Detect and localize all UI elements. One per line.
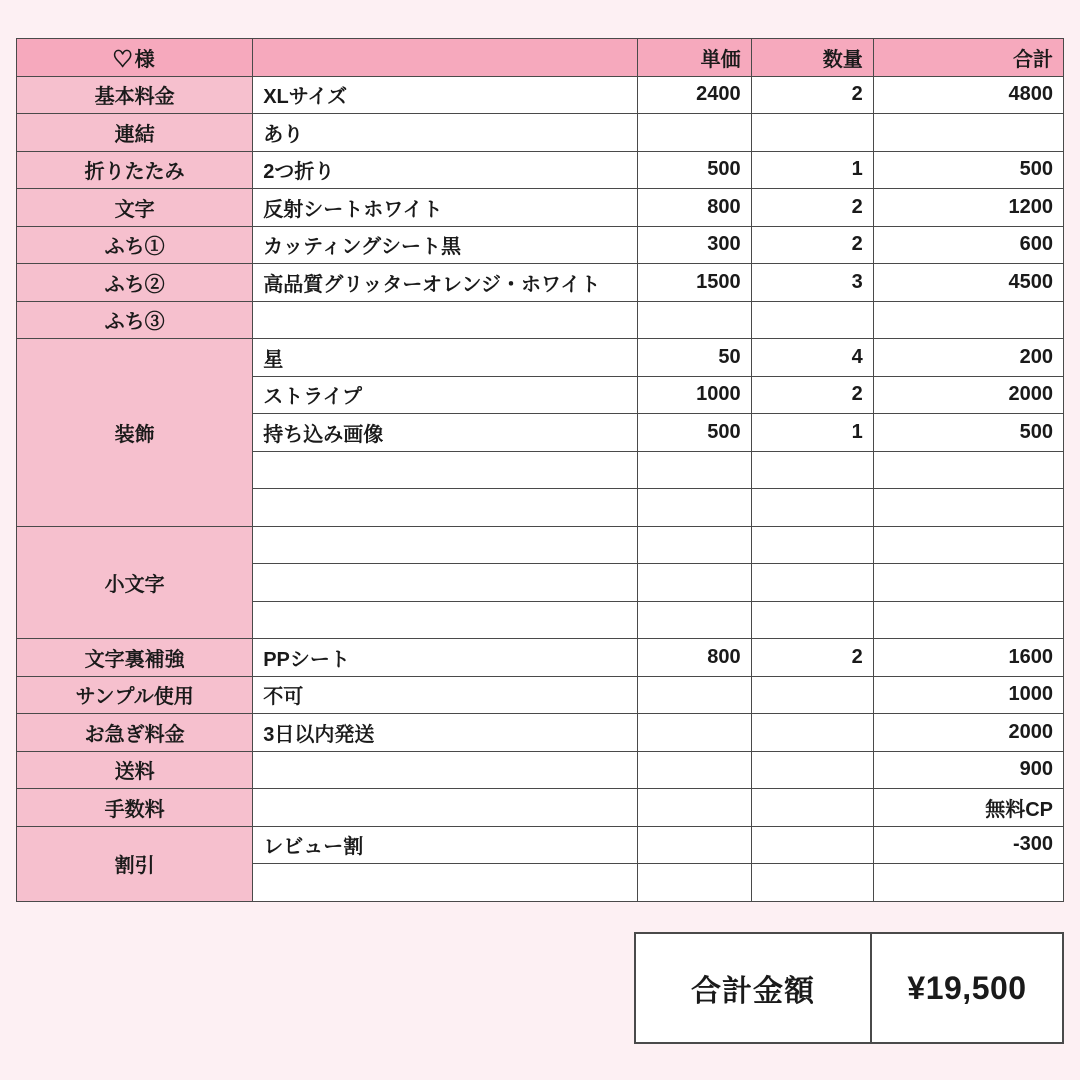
order-table [16, 38, 1064, 902]
row-total: 2000 [873, 714, 1063, 752]
row-total: 1000 [873, 676, 1063, 714]
row-unit-price [637, 864, 751, 902]
row-label: 連結 [17, 114, 253, 152]
row-description: あり [253, 114, 637, 152]
table-row [17, 151, 1064, 189]
row-total [873, 526, 1063, 564]
header-customer: ♡様 [17, 39, 253, 77]
row-description [253, 301, 637, 339]
row-quantity: 2 [751, 639, 873, 677]
row-unit-price [637, 676, 751, 714]
row-description: 高品質グリッターオレンジ・ホワイト [253, 264, 637, 302]
row-label: 送料 [17, 751, 253, 789]
row-description: XLサイズ [253, 76, 637, 114]
row-label: ふち② [17, 264, 253, 302]
row-total: 2000 [873, 376, 1063, 414]
table-row [17, 751, 1064, 789]
row-description: 3日以内発送 [253, 714, 637, 752]
row-unit-price [637, 789, 751, 827]
row-unit-price [637, 114, 751, 152]
row-unit-price: 2400 [637, 76, 751, 114]
row-description [253, 789, 637, 827]
row-total [873, 864, 1063, 902]
row-label: ふち① [17, 226, 253, 264]
row-total [873, 114, 1063, 152]
row-unit-price: 50 [637, 339, 751, 377]
row-description: 星 [253, 339, 637, 377]
header-quantity: 数量 [751, 39, 873, 77]
grand-total-amount: ¥19,500 [907, 969, 1027, 1006]
row-unit-price [637, 564, 751, 602]
row-description [253, 864, 637, 902]
row-description [253, 564, 637, 602]
table-row-decoration [17, 339, 1064, 377]
row-quantity: 2 [751, 76, 873, 114]
row-unit-price: 1000 [637, 376, 751, 414]
row-quantity [751, 676, 873, 714]
row-quantity [751, 601, 873, 639]
row-description [253, 489, 637, 527]
row-quantity: 4 [751, 339, 873, 377]
row-total: 900 [873, 751, 1063, 789]
table-row [17, 189, 1064, 227]
table-header [17, 39, 1064, 77]
row-total: 4800 [873, 76, 1063, 114]
row-label-discount: 割引 [17, 826, 253, 901]
row-total [873, 564, 1063, 602]
table-row [17, 789, 1064, 827]
row-description: ストライプ [253, 376, 637, 414]
row-quantity: 1 [751, 151, 873, 189]
row-quantity [751, 564, 873, 602]
row-unit-price [637, 526, 751, 564]
row-unit-price [637, 751, 751, 789]
row-quantity: 2 [751, 189, 873, 227]
row-description: PPシート [253, 639, 637, 677]
grand-total-box [634, 932, 1064, 1044]
row-unit-price: 500 [637, 414, 751, 452]
row-label: 文字裏補強 [17, 639, 253, 677]
row-total: 500 [873, 151, 1063, 189]
table-body [17, 76, 1064, 901]
row-label: 文字 [17, 189, 253, 227]
row-description: 2つ折り [253, 151, 637, 189]
row-label: 手数料 [17, 789, 253, 827]
row-quantity: 3 [751, 264, 873, 302]
row-total: 1600 [873, 639, 1063, 677]
table-row [17, 301, 1064, 339]
row-description [253, 451, 637, 489]
row-quantity [751, 751, 873, 789]
row-quantity [751, 526, 873, 564]
row-total [873, 301, 1063, 339]
row-quantity: 2 [751, 226, 873, 264]
table-row [17, 676, 1064, 714]
row-description [253, 601, 637, 639]
row-unit-price: 300 [637, 226, 751, 264]
row-unit-price: 800 [637, 639, 751, 677]
row-quantity [751, 864, 873, 902]
row-label-small-text: 小文字 [17, 526, 253, 639]
row-description: カッティングシート黒 [253, 226, 637, 264]
row-quantity [751, 451, 873, 489]
row-total: 200 [873, 339, 1063, 377]
row-unit-price: 800 [637, 189, 751, 227]
header-unit-price: 単価 [637, 39, 751, 77]
row-total: 1200 [873, 189, 1063, 227]
table-row [17, 639, 1064, 677]
row-label: 折りたたみ [17, 151, 253, 189]
row-quantity [751, 826, 873, 864]
row-description: 不可 [253, 676, 637, 714]
row-unit-price [637, 451, 751, 489]
row-quantity: 2 [751, 376, 873, 414]
row-unit-price [637, 826, 751, 864]
row-total [873, 489, 1063, 527]
table-row [17, 714, 1064, 752]
grand-total-label: 合計金額 [636, 934, 872, 1042]
row-total: 600 [873, 226, 1063, 264]
row-description [253, 526, 637, 564]
table-row [17, 114, 1064, 152]
table-row [17, 264, 1064, 302]
row-description: レビュー割 [253, 826, 637, 864]
row-total-discount: -300 [873, 826, 1063, 864]
row-quantity: 1 [751, 414, 873, 452]
header-total: 合計 [873, 39, 1063, 77]
table-row [17, 226, 1064, 264]
row-label: お急ぎ料金 [17, 714, 253, 752]
row-unit-price [637, 489, 751, 527]
row-total: 4500 [873, 264, 1063, 302]
row-label: 基本料金 [17, 76, 253, 114]
row-description: 持ち込み画像 [253, 414, 637, 452]
row-quantity [751, 789, 873, 827]
row-label: ふち③ [17, 301, 253, 339]
table-row [17, 76, 1064, 114]
table-row-discount [17, 826, 1064, 864]
row-total [873, 601, 1063, 639]
row-description: 反射シートホワイト [253, 189, 637, 227]
row-quantity [751, 114, 873, 152]
table-header-row [17, 39, 1064, 77]
table-row-small-text [17, 526, 1064, 564]
row-unit-price [637, 714, 751, 752]
row-unit-price: 500 [637, 151, 751, 189]
row-label-decoration: 装飾 [17, 339, 253, 527]
row-quantity [751, 714, 873, 752]
row-quantity [751, 301, 873, 339]
row-unit-price: 1500 [637, 264, 751, 302]
row-total: 500 [873, 414, 1063, 452]
row-unit-price [637, 601, 751, 639]
row-unit-price [637, 301, 751, 339]
row-label: サンプル使用 [17, 676, 253, 714]
row-quantity [751, 489, 873, 527]
row-total: 無料CP [873, 789, 1063, 827]
header-description [253, 39, 637, 77]
row-description [253, 751, 637, 789]
row-total [873, 451, 1063, 489]
